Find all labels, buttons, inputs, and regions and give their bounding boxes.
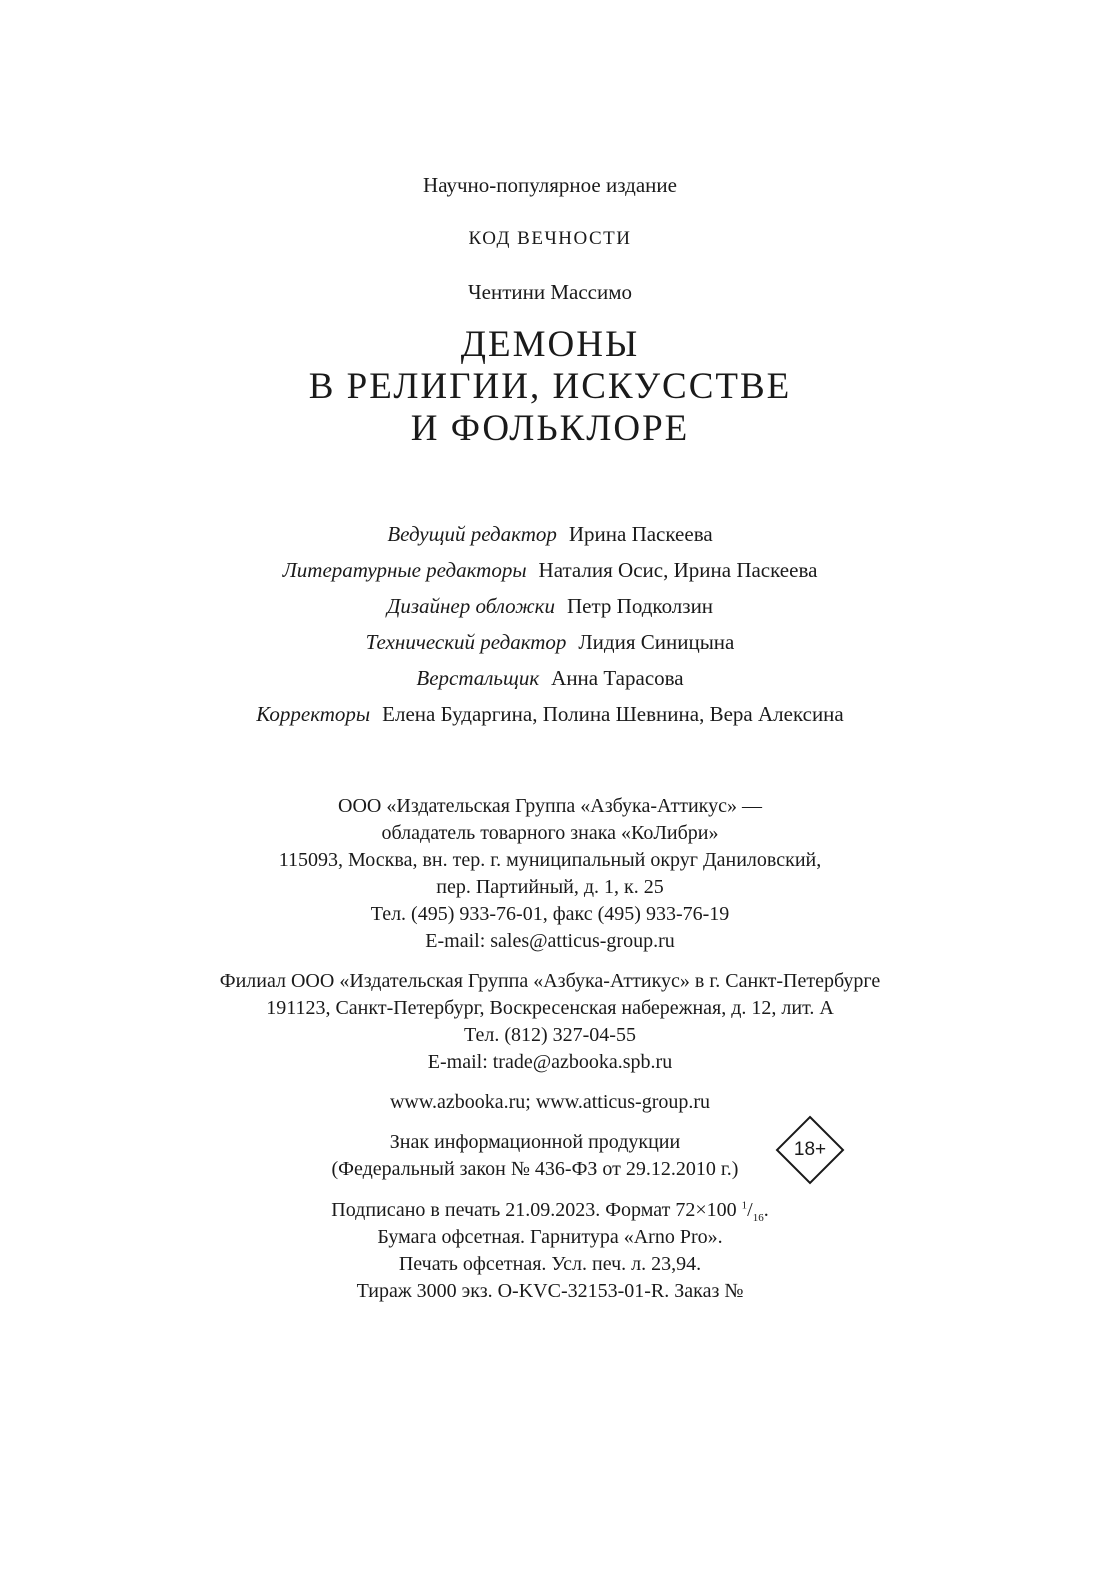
credit-line: [0, 666, 1100, 691]
format-denominator: 16: [752, 1212, 764, 1224]
age-rating-badge: [775, 1115, 845, 1185]
branch-email: E-mail: trade@azbooka.spb.ru: [427, 1051, 673, 1073]
credit-role: Литературные редакторы: [282, 558, 527, 582]
info-sign-line: Знак информационной продукции: [389, 1131, 681, 1153]
author-name: Чентини Массимо: [467, 280, 632, 304]
credit-names: Ирина Паскеева: [568, 522, 713, 546]
credit-names: Елена Бударгина, Полина Шевнина, Вера Алексина: [382, 702, 844, 726]
credit-names: Анна Тарасова: [551, 666, 684, 690]
format-end: .: [763, 1199, 769, 1221]
printing-line: Печать офсетная. Усл. печ. л. 23,94.: [398, 1253, 702, 1275]
age-rating-text: 18+: [793, 1139, 827, 1160]
publisher-line: обладатель товарного знака «КоЛибри»: [381, 822, 719, 844]
branch-line: 191123, Санкт-Петербург, Воскресенская набережная, д. 12, лит. А: [266, 997, 834, 1019]
branch-line: Филиал ООО «Издательская Группа «Азбука-Аттикус» в г. Санкт-Петербурге: [219, 970, 881, 992]
credit-names: Петр Подколзин: [567, 594, 714, 618]
credit-role: Верстальщик: [416, 666, 540, 690]
publisher-line: пер. Партийный, д. 1, к. 25: [436, 876, 664, 898]
credit-line: [0, 702, 1100, 727]
credit-line: [0, 594, 1100, 619]
credit-role: Дизайнер обложки: [386, 594, 556, 618]
publisher-line: 115093, Москва, вн. тер. г. муниципальный округ Даниловский,: [278, 849, 822, 871]
series-name: КОД ВЕЧНОСТИ: [468, 228, 632, 249]
print-run-line: Тираж 3000 экз. O-KVC-32153-01-R. Заказ №: [356, 1280, 744, 1302]
title-line: И ФОЛЬКЛОРЕ: [410, 408, 690, 449]
paper-line: Бумага офсетная. Гарнитура «Arno Pro».: [377, 1226, 723, 1248]
info-sign-law: (Федеральный закон № 436-ФЗ от 29.12.2010 г.): [331, 1158, 739, 1180]
publisher-line: ООО «Издательская Группа «Азбука-Аттикус» —: [338, 795, 762, 817]
title-line: ДЕМОНЫ: [460, 324, 640, 365]
credit-line: [0, 522, 1100, 547]
websites: www.azbooka.ru; www.atticus-group.ru: [389, 1091, 711, 1113]
title-line: В РЕЛИГИИ, ИСКУССТВЕ: [308, 366, 792, 407]
print-signed-line: Подписано в печать 21.09.2023. Формат 72×100 $^1/_{16}$.: [331, 1199, 769, 1224]
credit-role: Ведущий редактор: [387, 522, 557, 546]
credit-names: Лидия Синицына: [578, 630, 735, 654]
format-numerator: 1: [741, 1199, 748, 1212]
credit-names: Наталия Осис, Ирина Паскеева: [538, 558, 818, 582]
credit-role: Корректоры: [256, 702, 371, 726]
publisher-email: E-mail: sales@atticus-group.ru: [425, 930, 675, 952]
branch-line: Тел. (812) 327-04-55: [464, 1024, 636, 1046]
publisher-line: Тел. (495) 933-76-01, факс (495) 933-76-19: [370, 903, 730, 925]
edition-type: Научно-популярное издание: [423, 173, 677, 197]
print-signed-text: Подписано в печать 21.09.2023. Формат 72×100: [331, 1199, 737, 1221]
credit-line: [0, 558, 1100, 583]
credit-line: [0, 630, 1100, 655]
credit-role: Технический редактор: [365, 630, 567, 654]
